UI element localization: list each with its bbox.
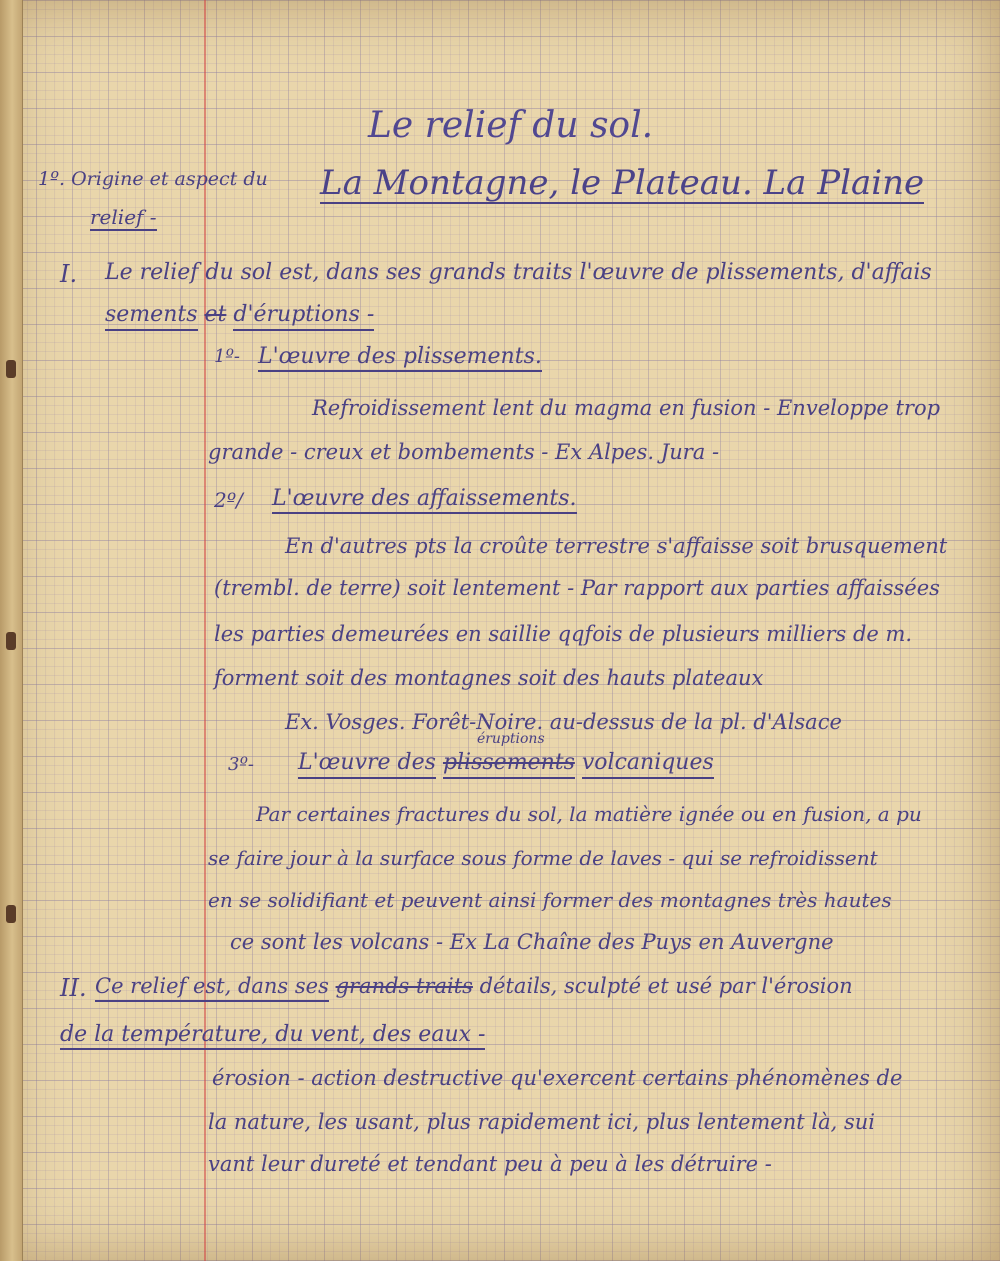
text-segment: détails, sculpté et usé par l'érosion	[479, 974, 853, 998]
text-segment: sements	[105, 302, 198, 331]
text-segment: Ce relief est, dans ses	[95, 974, 329, 1002]
part3-number: 3º-	[228, 754, 254, 775]
part3-line3: en se solidifiant et peuvent ainsi former des montagnes très hautes	[208, 888, 892, 912]
section1-line2	[105, 304, 374, 326]
part1-line1: Refroidissement lent du magma en fusion - Enveloppe trop	[312, 396, 941, 420]
part2-heading: L'œuvre des affaissements.	[272, 488, 577, 514]
section2-line5: vant leur dureté et tendant peu à peu à les détruire -	[208, 1152, 772, 1176]
section2-line1	[95, 976, 853, 997]
text-segment: plissements	[442, 750, 575, 775]
binding-hole	[6, 632, 16, 650]
section1-line1: Le relief du sol est, dans ses grands traits l'œuvre de plissements, d'affais	[105, 260, 932, 285]
text-segment: d'éruptions -	[233, 302, 374, 331]
page-subtitle: La Montagne, le Plateau. La Plaine	[320, 163, 925, 203]
part1-number: 1º-	[214, 346, 240, 367]
page-title: Le relief du sol.	[368, 105, 654, 146]
text-segment: L'œuvre des	[298, 750, 436, 779]
margin-note-line2: relief -	[90, 205, 157, 229]
part2-line3: les parties demeurées en saillie qqfois de plusieurs milliers de m.	[214, 622, 913, 646]
section2-line2: de la température, du vent, des eaux -	[60, 1024, 485, 1050]
part2-line4: forment soit des montagnes soit des hauts plateaux	[214, 666, 764, 690]
part1-heading: L'œuvre des plissements.	[258, 346, 542, 372]
text-segment: volcaniques	[582, 750, 714, 779]
notebook-binding	[0, 0, 23, 1261]
part2-line2: (trembl. de terre) soit lentement - Par rapport aux parties affaissées	[214, 576, 940, 600]
section-numeral: I.	[60, 260, 78, 288]
part3-heading	[298, 731, 714, 775]
section2-line4: la nature, les usant, plus rapidement ici, plus lentement là, sui	[208, 1110, 875, 1134]
binding-hole	[6, 360, 16, 378]
part3-line1: Par certaines fractures du sol, la matière ignée ou en fusion, a pu	[256, 802, 922, 826]
struck-word: grands traits	[335, 974, 473, 998]
part3-line2: se faire jour à la surface sous forme de laves - qui se refroidissent	[208, 846, 878, 870]
part3-line4: ce sont les volcans - Ex La Chaîne des Puys en Auvergne	[230, 930, 834, 954]
margin-note-line1: 1º. Origine et aspect du	[38, 168, 268, 190]
section2-line3: érosion - action destructive qu'exercent certains phénomènes de	[212, 1066, 903, 1090]
part2-line5: Ex. Vosges. Forêt-Noire. au-dessus de la pl. d'Alsace	[285, 710, 842, 734]
struck-word: et	[204, 302, 227, 327]
part1-line2: grande - creux et bombements - Ex Alpes. Jura -	[208, 440, 720, 464]
part2-number: 2º/	[214, 488, 243, 512]
inserted-word: éruptions	[476, 731, 545, 747]
section-numeral: II.	[60, 974, 87, 1002]
part2-line1: En d'autres pts la croûte terrestre s'affaisse soit brusquement	[285, 534, 948, 558]
binding-hole	[6, 905, 16, 923]
struck-word	[442, 731, 575, 779]
